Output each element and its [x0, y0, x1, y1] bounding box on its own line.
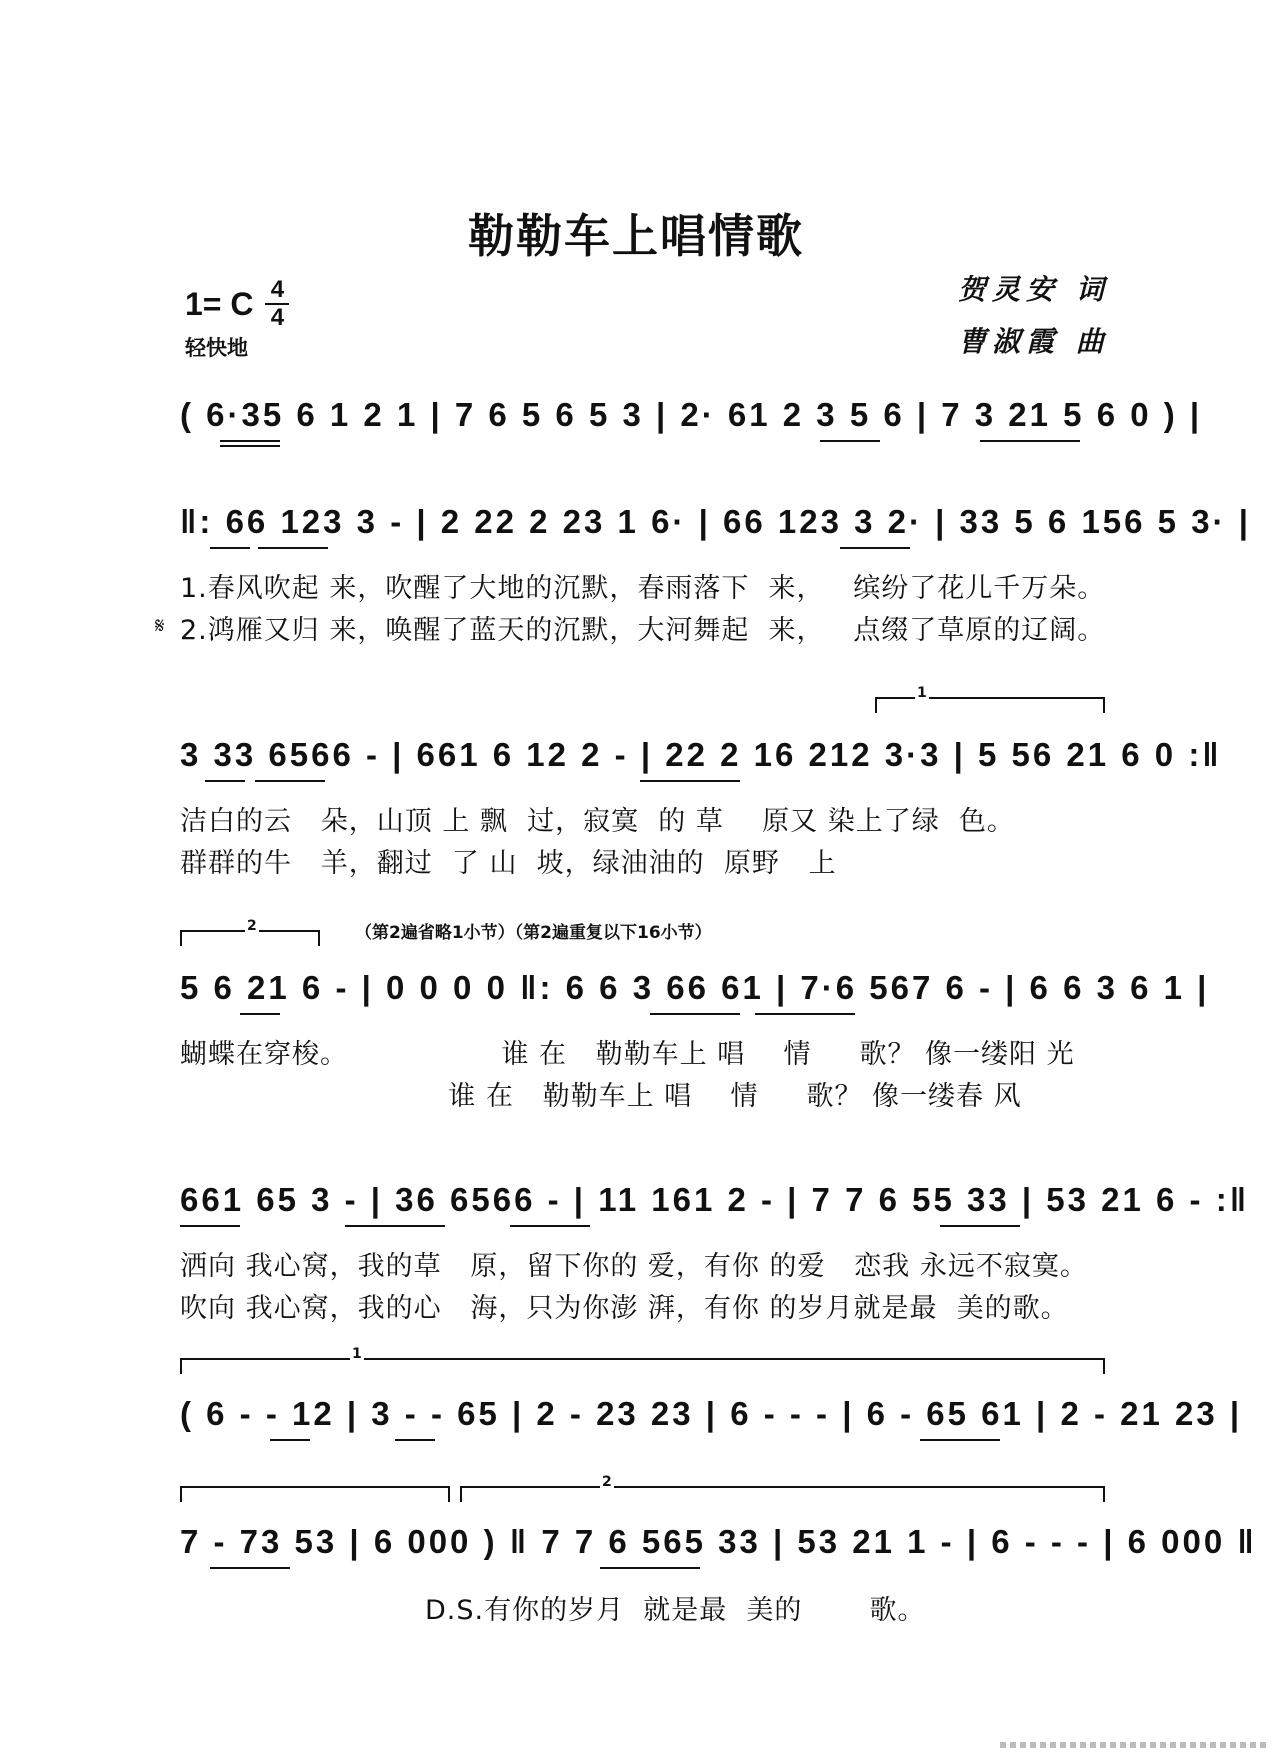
beam	[270, 1439, 310, 1441]
lyric-verse-1: 洁白的云 朵，山顶 上 飘 过，寂寞 的 草 原又 染上了绿 色。	[180, 806, 1015, 837]
beam	[258, 547, 328, 549]
volta-number: 2	[602, 1474, 612, 1490]
lyric-verse-1: 1.春风吹起 来，吹醒了大地的沉默，春雨落下 来， 缤纷了花儿千万朵。	[180, 573, 1106, 604]
notation-line: ( 6 - - 12 | 3 - - 65 | 2 - 23 23 | 6 - - - | 6 - 65 61 | 2 - 21 23 |	[180, 1395, 1243, 1432]
notation-line: 7 - 73 53 | 6 000 ) ‖ 7 7 6 565 33 | 53 21 1 - | 6 - - - | 6 000 ‖	[180, 1523, 1257, 1560]
beam	[345, 1225, 445, 1227]
segno-sign: 𝄋	[155, 614, 165, 639]
beam	[205, 780, 245, 782]
volta-bracket-1c	[180, 1486, 450, 1488]
volta-number: 1	[352, 1346, 362, 1362]
song-title: 勒勒车上唱情歌	[468, 209, 804, 263]
repeat-annotation: （第2遍省略1小节）（第2遍重复以下16小节）	[355, 923, 712, 943]
beam	[395, 1439, 435, 1441]
key-signature	[185, 278, 289, 330]
time-sig-top: 4	[270, 276, 285, 303]
volta-bracket-1	[875, 685, 1105, 701]
lyric-verse-1: 蝴蝶在穿梭。 谁 在 勒勒车上 唱 情 歌？ 像一缕阳 光	[180, 1039, 1075, 1070]
notation-line: ( 6·35 6 1 2 1 | 7 6 5 6 5 3 | 2· 61 2 3 5 6 | 7 3 21 5 6 0 ) |	[180, 396, 1203, 433]
volta-bracket-2	[180, 918, 320, 934]
composer-credit: 曹淑霞 曲	[958, 325, 1110, 358]
lyric-ds-line: D.S.有你的岁月 就是最 美的 歌。	[425, 1595, 926, 1626]
beam	[650, 1013, 740, 1015]
lyric-verse-2: 吹向 我心窝，我的心 海，只为你澎 湃，有你 的岁月就是最 美的歌。	[180, 1293, 1069, 1324]
volta-number: 1	[917, 685, 927, 701]
volta-bracket-2b	[460, 1474, 1105, 1490]
lyric-verse-2: 谁 在 勒勒车上 唱 情 歌？ 像一缕春 风	[180, 1081, 1022, 1112]
beam	[240, 1013, 280, 1015]
volta-number: 2	[247, 918, 257, 934]
beam	[940, 1225, 1020, 1227]
notation-line: 661 65 3 - | 36 6566 - | 11 161 2 - | 7 7 6 55 33 | 53 21 6 - :‖	[180, 1181, 1250, 1218]
lyricist-credit: 贺灵安 词	[958, 273, 1110, 306]
beam	[180, 1225, 240, 1227]
volta-bracket-1b	[180, 1346, 1105, 1362]
beam	[600, 1567, 700, 1569]
beam	[840, 547, 910, 549]
notation-line: ‖: 66 123 3 - | 2 22 2 23 1 6· | 66 123 3 2· | 33 5 6 156 5 3· |	[180, 503, 1251, 540]
tempo-marking: 轻快地	[185, 336, 248, 360]
beam	[510, 1225, 590, 1227]
key-label: 1= C	[185, 285, 254, 322]
beam	[640, 780, 740, 782]
lyric-verse-2: 群群的牛 羊，翻过 了 山 坡，绿油油的 原野 上	[180, 848, 837, 879]
notation-line: 3 33 6566 - | 661 6 12 2 - | 22 2 16 212 3·3 | 5 56 21 6 0 :‖	[180, 736, 1222, 773]
lyric-verse-2: 2.鸿雁又归 来，唤醒了蓝天的沉默，大河舞起 来， 点缀了草原的辽阔。	[180, 615, 1106, 646]
beam	[210, 1567, 290, 1569]
beam	[220, 440, 280, 442]
beam	[255, 780, 325, 782]
time-signature	[265, 278, 289, 330]
beam	[220, 445, 280, 447]
beam	[820, 440, 880, 442]
time-sig-bottom: 4	[270, 304, 285, 331]
beam	[755, 1013, 855, 1015]
beam	[980, 440, 1080, 442]
lyric-verse-1: 洒向 我心窝，我的草 原，留下你的 爱，有你 的爱 恋我 永远不寂寞。	[180, 1251, 1088, 1282]
beam	[210, 547, 250, 549]
notation-line: 5 6 21 6 - | 0 0 0 0 ‖: 6 6 3 66 61 | 7·6 567 6 - | 6 6 3 6 1 |	[180, 969, 1210, 1006]
beam	[920, 1439, 1000, 1441]
footer-watermark-strip	[1000, 1742, 1270, 1748]
